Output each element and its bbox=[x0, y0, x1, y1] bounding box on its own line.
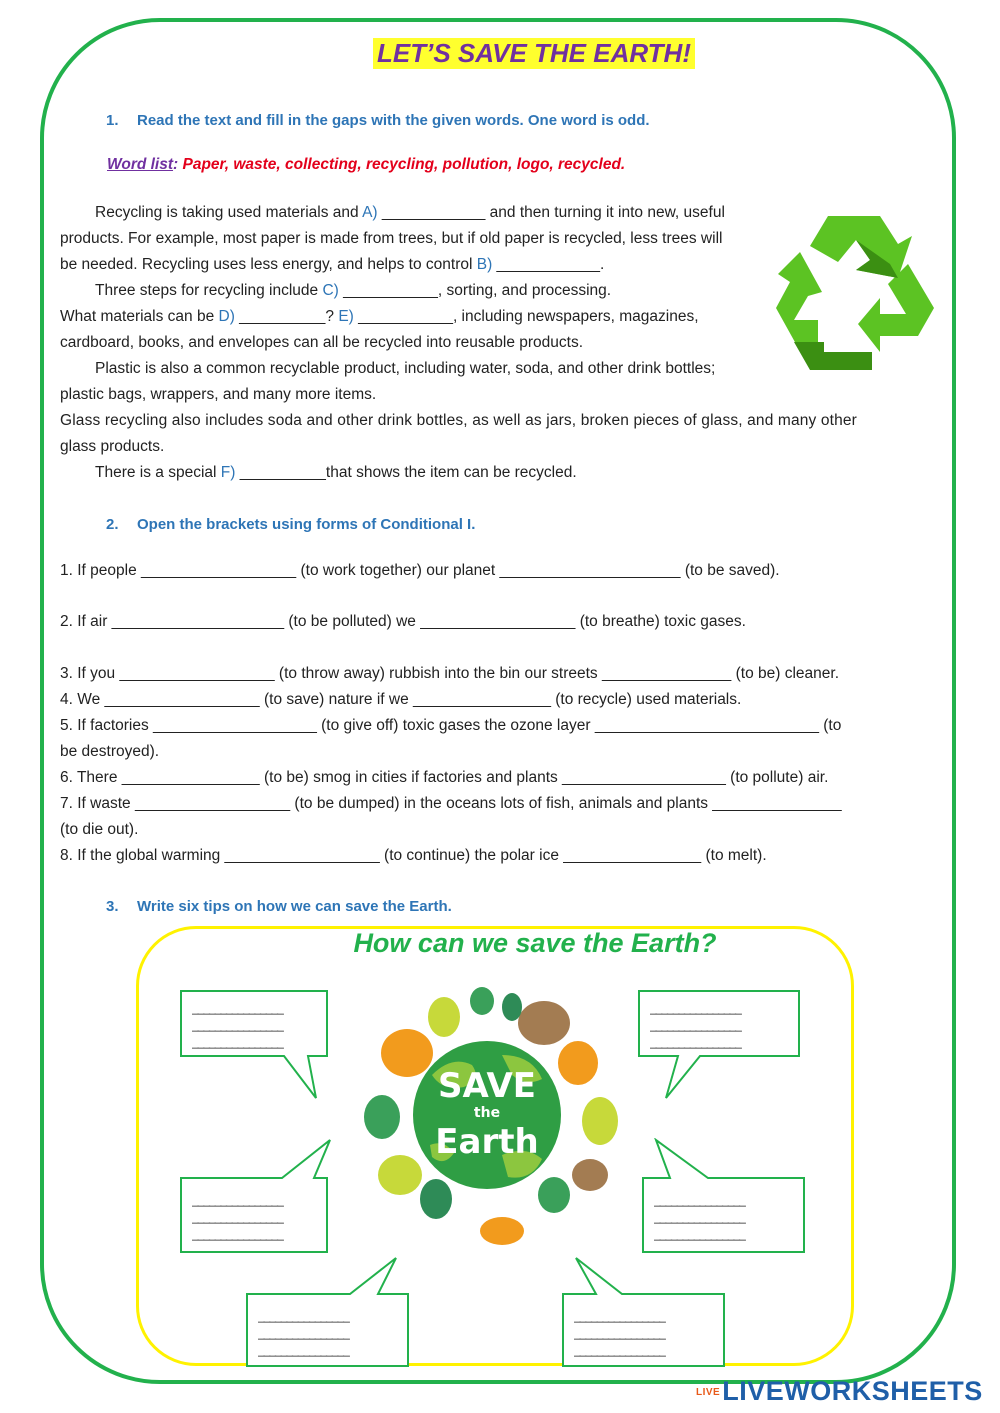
tip-line[interactable]: ________________ bbox=[574, 1326, 665, 1340]
tip-line[interactable]: ________________ bbox=[192, 1035, 283, 1049]
tip-line[interactable]: ________________ bbox=[650, 1035, 741, 1049]
tip-line[interactable]: ________________ bbox=[654, 1227, 745, 1241]
gap-c[interactable]: ___________, sorting, and processing. bbox=[338, 282, 612, 299]
tip-line[interactable]: ________________ bbox=[258, 1309, 349, 1323]
text-line-4 bbox=[60, 282, 611, 300]
tip-line[interactable]: ________________ bbox=[192, 1001, 283, 1015]
word-list-colon: : bbox=[173, 156, 179, 173]
gap-e[interactable]: ___________, including newspapers, magazines, bbox=[353, 308, 699, 325]
tip-bubble-2[interactable] bbox=[638, 990, 786, 1056]
text-line-9: Glass recycling also includes soda and other drink bottles, as well as jars, broken pieces of glass, and many other bbox=[60, 412, 857, 429]
section2-heading-text: Open the brackets using forms of Conditional I. bbox=[137, 516, 476, 533]
exercise-item-4[interactable]: 4. We __________________ (to save) nature if we ________________ (to recycle) used materials. bbox=[60, 691, 742, 708]
gap-a[interactable]: ____________ and then turning it into new, useful bbox=[377, 204, 725, 221]
page-title: LET’S SAVE THE EARTH! bbox=[373, 38, 695, 69]
tip-bubble-1[interactable] bbox=[180, 990, 328, 1056]
tips-title: How can we save the Earth? bbox=[353, 928, 717, 958]
text-line-3 bbox=[60, 256, 604, 274]
exercise-item-6[interactable]: 6. There ________________ (to be) smog in cities if factories and plants ___________________ (to pollute) air. bbox=[60, 769, 829, 786]
tip-line[interactable]: ________________ bbox=[192, 1018, 283, 1032]
section2-number: 2. bbox=[106, 516, 119, 533]
tip-bubble-6[interactable] bbox=[562, 1256, 710, 1357]
text-line-2: products. For example, most paper is made from trees, but if old paper is recycled, less trees will bbox=[60, 230, 723, 247]
text-line-5 bbox=[60, 308, 699, 326]
page-title-wrap bbox=[0, 38, 1000, 69]
text-fragment: What materials can be bbox=[60, 308, 219, 325]
tip-line[interactable]: ________________ bbox=[192, 1210, 283, 1224]
globe-text-save: SAVE bbox=[437, 1066, 537, 1106]
text-fragment: There is a special bbox=[95, 464, 221, 481]
tip-line[interactable]: ________________ bbox=[654, 1193, 745, 1207]
text-line-10: glass products. bbox=[60, 438, 165, 455]
gap-b[interactable]: ____________. bbox=[492, 256, 605, 273]
section2-heading bbox=[106, 516, 475, 533]
gap-f[interactable]: __________that shows the item can be recycled. bbox=[235, 464, 577, 481]
exercise-item-7[interactable]: 7. If waste __________________ (to be dumped) in the oceans lots of fish, animals and plants _______________ bbox=[60, 795, 842, 812]
tip-line[interactable]: ________________ bbox=[654, 1210, 745, 1224]
exercise-item-8[interactable]: 8. If the global warming __________________ (to continue) the polar ice ________________ (to melt). bbox=[60, 847, 767, 864]
globe-text-earth: Earth bbox=[435, 1122, 539, 1162]
tip-bubble-5[interactable] bbox=[246, 1256, 394, 1357]
recycle-arrow-left bbox=[776, 252, 822, 344]
exercise-item-5-cont: be destroyed). bbox=[60, 743, 160, 760]
tip-bubble-3[interactable] bbox=[180, 1138, 328, 1241]
word-list-label: Word list bbox=[107, 156, 174, 173]
section3-heading bbox=[106, 898, 452, 915]
tip-line[interactable]: ________________ bbox=[574, 1343, 665, 1357]
save-the-earth-illustration bbox=[352, 985, 622, 1247]
exercise-item-2[interactable]: 2. If air ____________________ (to be polluted) we __________________ (to breathe) toxic gases. bbox=[60, 613, 746, 630]
word-list bbox=[107, 156, 625, 174]
exercise-item-5[interactable]: 5. If factories ___________________ (to give off) toxic gases the ozone layer __________________________ (to bbox=[60, 717, 842, 734]
section3-heading-text: Write six tips on how we can save the Earth. bbox=[137, 898, 452, 915]
tip-line[interactable]: ________________ bbox=[650, 1001, 741, 1015]
word-list-words: Paper, waste, collecting, recycling, pollution, logo, recycled. bbox=[178, 156, 626, 173]
logo-small: LIVE bbox=[696, 1387, 721, 1399]
tip-line[interactable]: ________________ bbox=[258, 1343, 349, 1357]
gap-label-d: D) bbox=[218, 308, 235, 325]
gap-label-a: A) bbox=[362, 204, 378, 221]
section3-number: 3. bbox=[106, 898, 119, 915]
recycle-icon bbox=[770, 212, 938, 372]
tip-line[interactable]: ________________ bbox=[574, 1309, 665, 1323]
text-line-11 bbox=[60, 464, 577, 482]
text-line-8: plastic bags, wrappers, and many more items. bbox=[60, 386, 377, 403]
text-line-6: cardboard, books, and envelopes can all be recycled into reusable products. bbox=[60, 334, 584, 351]
tip-line[interactable]: ________________ bbox=[192, 1227, 283, 1241]
text-line-7: Plastic is also a common recyclable product, including water, soda, and other drink bottles; bbox=[95, 360, 716, 377]
gap-label-b: B) bbox=[476, 256, 493, 273]
exercise-item-3[interactable]: 3. If you __________________ (to throw away) rubbish into the bin our streets _______________ (to be) cleaner. bbox=[60, 665, 839, 682]
tip-line[interactable]: ________________ bbox=[258, 1326, 349, 1340]
logo-text: LIVEWORKSHEETS bbox=[722, 1376, 983, 1406]
gap-label-e: E) bbox=[338, 308, 354, 325]
text-fragment: Recycling is taking used materials and bbox=[95, 204, 363, 221]
tip-line[interactable]: ________________ bbox=[650, 1018, 741, 1032]
liveworksheets-logo bbox=[696, 1376, 983, 1407]
gap-d[interactable]: __________? bbox=[234, 308, 339, 325]
gap-label-c: C) bbox=[322, 282, 339, 299]
text-line-1 bbox=[60, 204, 725, 222]
tip-bubble-4[interactable] bbox=[642, 1138, 790, 1241]
tip-line[interactable]: ________________ bbox=[192, 1193, 283, 1207]
exercise-item-1[interactable]: 1. If people __________________ (to work together) our planet _____________________ (to be saved). bbox=[60, 562, 780, 579]
exercise-item-7-cont: (to die out). bbox=[60, 821, 139, 838]
section1-heading bbox=[106, 112, 650, 129]
globe-text-the: the bbox=[473, 1105, 501, 1121]
section1-number: 1. bbox=[106, 112, 119, 129]
text-fragment: Three steps for recycling include bbox=[95, 282, 323, 299]
section1-heading-text: Read the text and fill in the gaps with the given words. One word is odd. bbox=[137, 112, 650, 129]
gap-label-f: F) bbox=[220, 464, 236, 481]
text-fragment: be needed. Recycling uses less energy, and helps to control bbox=[60, 256, 477, 273]
